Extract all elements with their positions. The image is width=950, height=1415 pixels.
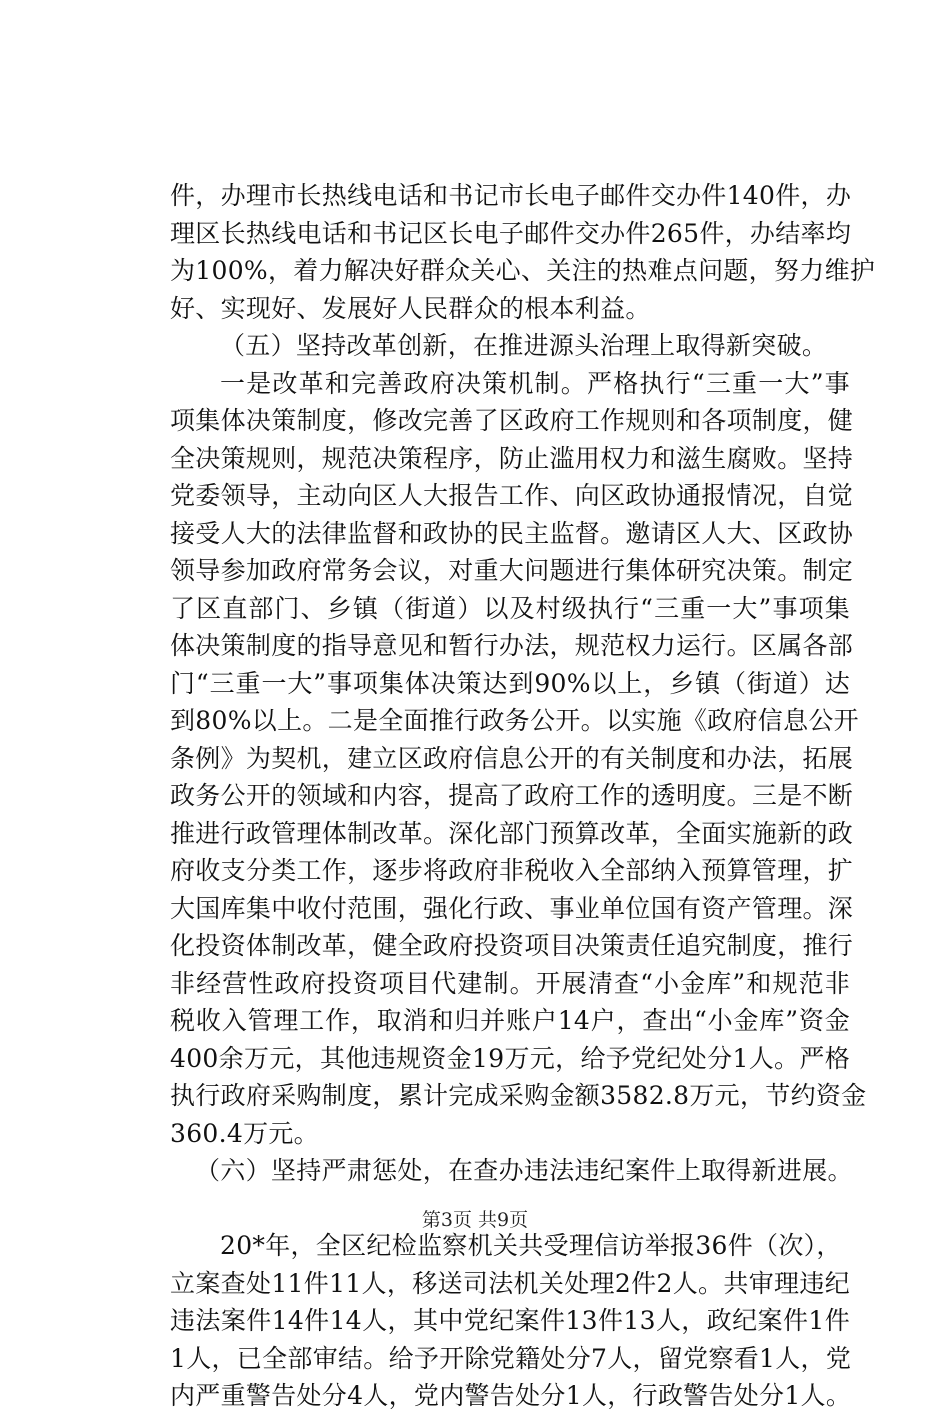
text-line: 好、实现好、发展好人民群众的根本利益。: [170, 293, 651, 323]
text-line: 到80%以上。二是全面推行政务公开。以实施《政府信息公开: [170, 706, 859, 735]
text-line: 化投资体制改革，健全政府投资项目决策责任追究制度，推行: [170, 931, 854, 960]
text-line: 府收支分类工作，逐步将政府非税收入全部纳入预算管理，扩: [170, 856, 854, 885]
text-line: 大国库集中收付范围，强化行政、事业单位国有资产管理。深: [170, 893, 854, 923]
text-line: 体决策制度的指导意见和暂行办法，规范权力运行。区属各部: [170, 631, 854, 660]
text-line: 400余万元，其他违规资金19万元，给予党纪处分1人。严格: [170, 1043, 850, 1073]
text-line: 推进行政管理体制改革。深化部门预算改革，全面实施新的政: [170, 818, 854, 848]
text-line: 门“三重一大”事项集体决策达到90%以上，乡镇（街道）达: [170, 668, 850, 698]
text-line: 条例》为契机，建立区政府信息公开的有关制度和办法，拓展: [170, 743, 854, 773]
text-line: 政务公开的领域和内容，提高了政府工作的透明度。三是不断: [170, 781, 854, 810]
text-line: 了区直部门、乡镇（街道）以及村级执行“三重一大”事项集: [170, 593, 850, 623]
text-line: 立案查处11件11人，移送司法机关处理2件2人。共审理违纪: [170, 1268, 850, 1298]
text-line: 1人，已全部审结。给予开除党籍处分7人，留党察看1人，党: [170, 1343, 852, 1373]
text-line: 一是改革和完善政府决策机制。严格执行“三重一大”事: [220, 368, 850, 398]
text-line: 执行政府采购制度，累计完成采购金额3582.8万元，节约资金: [170, 1081, 867, 1110]
text-line: 20*年，全区纪检监察机关共受理信访举报36件（次），: [220, 1231, 842, 1260]
text-line: 非经营性政府投资项目代建制。开展清查“小金库”和规范非: [170, 968, 850, 998]
text-line: 项集体决策制度，修改完善了区政府工作规则和各项制度，健: [170, 406, 854, 435]
text-line: 360.4万元。: [170, 1118, 319, 1148]
section-heading: （五）坚持改革创新，在推进源头治理上取得新突破。: [220, 331, 828, 360]
text-line: 党委领导，主动向区人大报告工作、向区政协通报情况，自觉: [170, 481, 854, 510]
text-line: 接受人大的法律监督和政协的民主监督。邀请区人大、区政协: [170, 518, 854, 548]
text-line: 全决策规则，规范决策程序，防止滥用权力和滋生腐败。坚持: [170, 443, 854, 473]
text-line: 税收入管理工作，取消和归并账户14户，查出“小金库”资金: [170, 1006, 850, 1035]
page-number: 第3页 共9页: [421, 1209, 529, 1231]
text-line: 理区长热线电话和书记区长电子邮件交办件265件，办结率均: [170, 218, 852, 248]
text-line: 为100%，着力解决好群众关心、关注的热难点问题，努力维护: [170, 256, 876, 285]
section-heading: （六）坚持严肃惩处，在查办违法违纪案件上取得新进展。: [195, 1156, 853, 1185]
text-line: 领导参加政府常务会议，对重大问题进行集体研究决策。制定: [170, 556, 854, 585]
text-line: 内严重警告处分4人，党内警告处分1人，行政警告处分1人。: [170, 1381, 852, 1410]
text-line: 件，办理市长热线电话和书记市长电子邮件交办件140件，办: [170, 181, 852, 210]
text-line: 违法案件14件14人，其中党纪案件13件13人，政纪案件1件: [170, 1306, 850, 1335]
